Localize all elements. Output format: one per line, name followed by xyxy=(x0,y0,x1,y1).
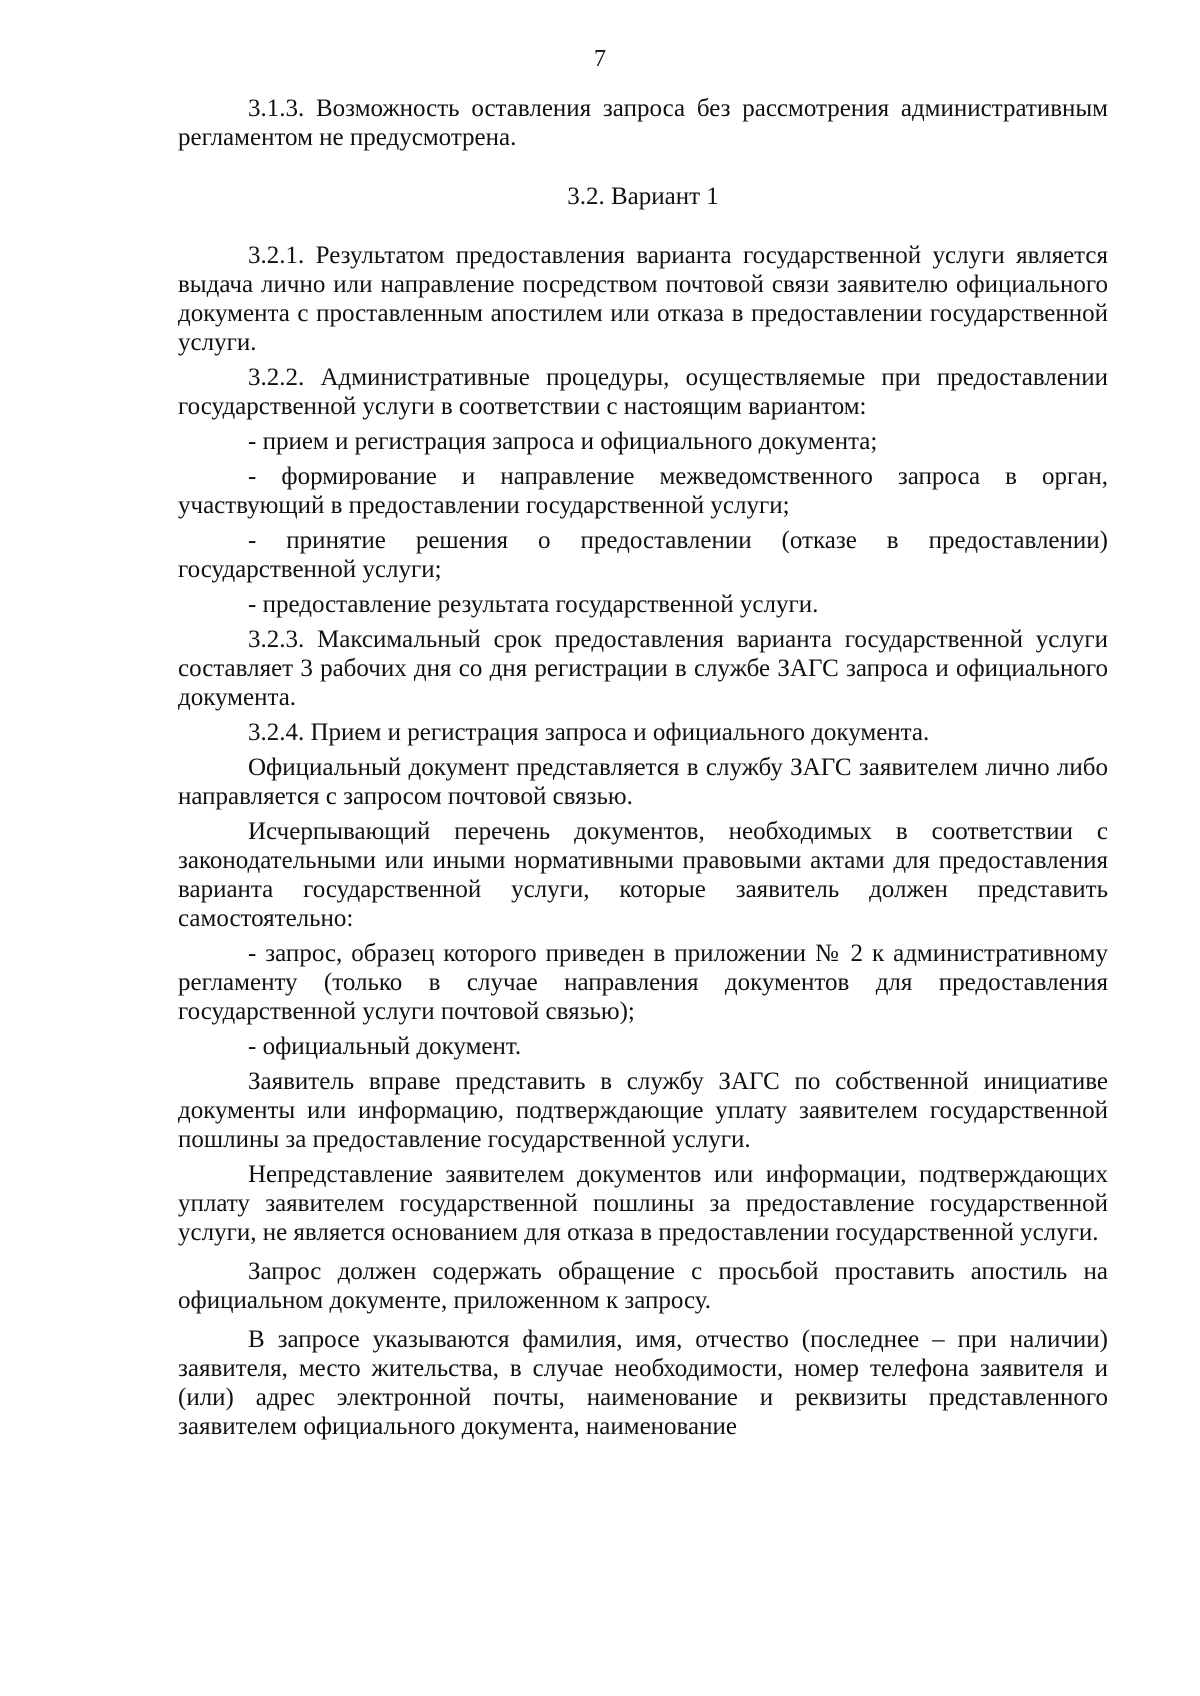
section-heading-3-2: 3.2. Вариант 1 xyxy=(567,183,719,210)
paragraph-3-2-2: 3.2.2. Административные процедуры, осуществляемые при предоставлении государственной услуги в соответствии с настоящим вариантом: xyxy=(178,364,1108,420)
paragraph-request-fields: В запросе указываются фамилия, имя, отчество (последнее – при наличии) заявителя, место жительства, в случае необходимости, номер телефона заявителя и (или) адрес электронной почты, наименование и реквизиты представленного заявителем официального документа, наименование xyxy=(178,1326,1108,1440)
paragraph-request-content: Запрос должен содержать обращение с просьбой проставить апостиль на официальном документе, приложенном к запросу. xyxy=(178,1258,1108,1314)
page-number: 7 xyxy=(594,46,606,72)
paragraph-applicant-right: Заявитель вправе представить в службу ЗАГС по собственной инициативе документы или информацию, подтверждающие уплату заявителем государственной пошлины за предоставление государственной услуги. xyxy=(178,1068,1108,1153)
document-list-item: - запрос, образец которого приведен в приложении № 2 к административному регламенту (только в случае направления документов для предоставления государственной услуги почтовой связью); xyxy=(178,940,1108,1025)
document-body xyxy=(178,94,1108,1447)
paragraph-3-2-3: 3.2.3. Максимальный срок предоставления варианта государственной услуги составляет 3 рабочих дня со дня регистрации в службе ЗАГС запроса и официального документа. xyxy=(178,626,1108,711)
paragraph-non-submission: Непредставление заявителем документов или информации, подтверждающих уплату заявителем государственной пошлины за предоставление государственной услуги, не является основанием для отказа в предоставлении государственной услуги. xyxy=(178,1161,1108,1246)
paragraph-3-2-1: 3.2.1. Результатом предоставления варианта государственной услуги является выдача лично или направление посредством почтовой связи заявителю официального документа с проставленным апостилем или отказа в предоставлении государственной услуги. xyxy=(178,242,1108,356)
paragraph-official-document: Официальный документ представляется в службу ЗАГС заявителем лично либо направляется с запросом почтовой связью. xyxy=(178,754,1108,810)
paragraph-3-1-3: 3.1.3. Возможность оставления запроса без рассмотрения административным регламентом не предусмотрена. xyxy=(178,95,1108,151)
procedure-item: - прием и регистрация запроса и официального документа; xyxy=(248,428,878,455)
paragraph-exhaustive-list: Исчерпывающий перечень документов, необходимых в соответствии с законодательными или иными нормативными правовыми актами для предоставления варианта государственной услуги, которые заявитель должен представить самостоятельно: xyxy=(178,818,1108,932)
document-list-item: - официальный документ. xyxy=(248,1033,522,1060)
procedure-item: - принятие решения о предоставлении (отказе в предоставлении) государственной услуги; xyxy=(178,527,1108,583)
paragraph-3-2-4: 3.2.4. Прием и регистрация запроса и официального документа. xyxy=(248,719,930,746)
procedure-item: - формирование и направление межведомственного запроса в орган, участвующий в предоставлении государственной услуги; xyxy=(178,463,1108,519)
procedure-item: - предоставление результата государственной услуги. xyxy=(248,591,819,618)
